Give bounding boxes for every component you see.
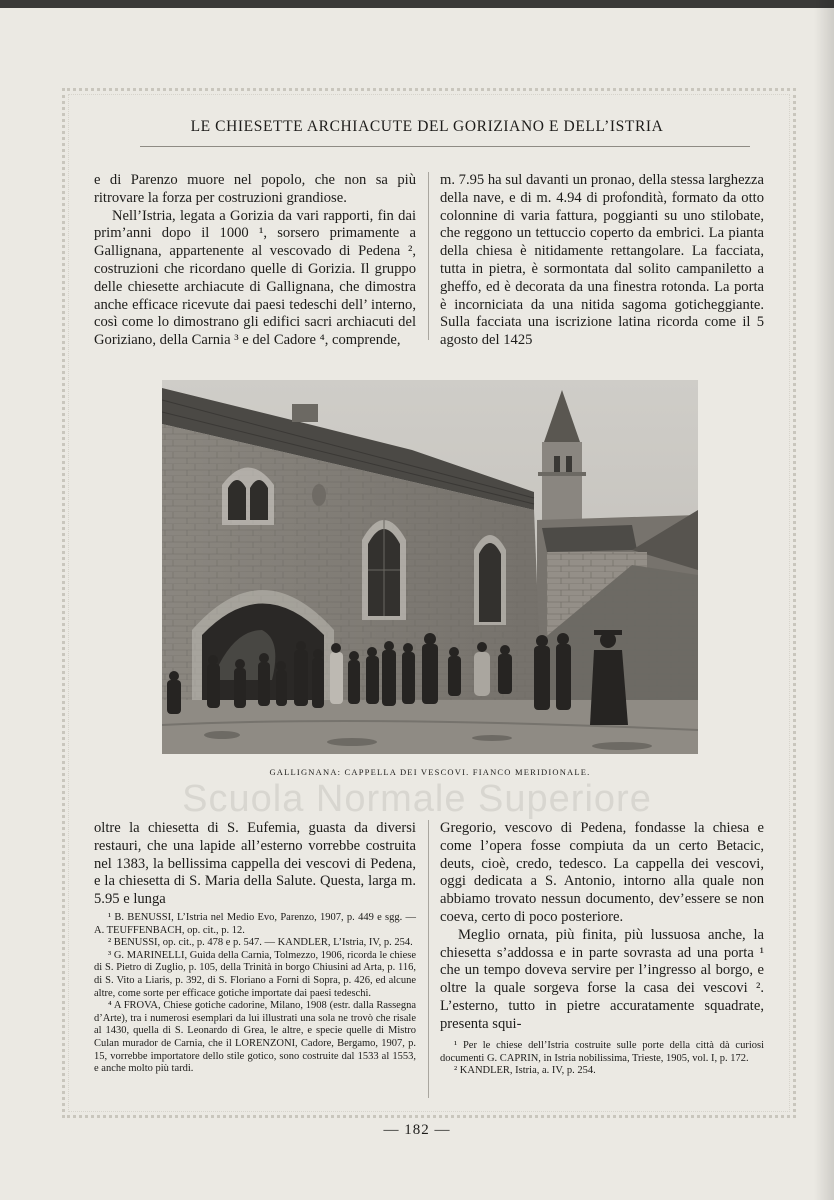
footnote: ⁴ A FROVA, Chiese gotiche cadorine, Milano, 1908 (estr. dalla Rassegna d’Arte), tra i numerosi esemplari da lui illustrati una sola ne trovò che risale al 1430, quella di S. Leonardo di Grea, le altre, e specie quelle di Mistro Culan murador de Carnia, che il LORENZONI, Cadore, Bergamo, 1907, p. 15, vorrebbe importatore dello stile gotico, sono costruite dal 1533 al 1553, e anche molto più tardi.: [94, 1000, 416, 1075]
footnote: ² BENUSSI, op. cit., p. 478 e p. 547. — KANDLER, L’Istria, IV, p. 254.: [108, 937, 413, 949]
paragraph-text: m. 7.95 ha sul davanti un pronao, della stessa larghezza della nave, e di m. 4.94 di profondità, formato da otto colonnine di varia fattura, poggianti su uno stilobate, che reggono un tettuccio coperto da embrici. La pianta della chiesa è nitidamente rettangolare. La facciata, tutta in pietra, è sormontata dal solito campaniletto a gheffo, ed è decorata da una finestra rotonda. La porta è incorniciata da una nitida sagoma goticheggiante. Sulla facciata una iscrizione latina ricorda come il 5 agosto del 1425: [440, 172, 764, 349]
paragraph: [94, 208, 416, 350]
photo-caption: GALLIGNANA: CAPPELLA DEI VESCOVI. FIANCO MERIDIONALE.: [269, 767, 591, 777]
column-divider: [428, 820, 429, 1098]
footnote: ² KANDLER, Istria, a. IV, p. 254.: [454, 1065, 596, 1077]
footnotes-right: [440, 1040, 764, 1078]
footnote: ¹ Per le chiese dell’Istria costruite sulle porte della città dà curiosi documenti G. CAPRIN, in Istria nobilissima, Trieste, 1905, vol. I, p. 172.: [440, 1040, 764, 1064]
paragraph-text: oltre la chiesetta di S. Eufemia, guasta da diversi restauri, che una lapide all’esterno vorrebbe costruita nel 1383, la bellissima cappella dei vescovi di Pedena, e la chiesetta di S. Maria della Salute. Questa, larga m. 5.95 e lunga: [94, 820, 416, 908]
column-right-top: [440, 172, 764, 350]
paragraph: [94, 820, 416, 909]
column-left-top: [94, 172, 416, 350]
column-right-bottom: [440, 820, 764, 1034]
paragraph: [94, 172, 416, 208]
paragraph-text: Gregorio, vescovo di Pedena, fondasse la chiesa e come l’opera fosse compiuta da un certo Betacic, deuts, cioè, credo, tedesco. La cappella dei vescovi, oggi dedicata a S. Antonio, intorno alla quale non abbiamo trovato nessun documento, dev’essere se non coeva, certo di poco posteriore.: [440, 820, 764, 925]
paragraph: [440, 820, 764, 927]
footnotes-left: [94, 912, 416, 1076]
paragraph: [440, 172, 764, 350]
page-number: — 182 —: [383, 1122, 451, 1138]
photograph-gallignana-chapel: [162, 380, 698, 754]
paragraph: [440, 927, 764, 1034]
column-divider: [428, 172, 429, 340]
footnote: ³ G. MARINELLI, Guida della Carnia, Tolmezzo, 1906, ricorda le chiese di S. Pietro di Zuglio, p. 105, della Trinità in borgo Chiusini ad Arta, p. 116, di S. Vito a Liaris, p. 392, di S. Floriano a Forni di Sopra, p. 426, ed alcune altre, come sorte per efficace gotiche importate dai paesi tedeschi.: [94, 949, 416, 999]
scan-top-edge: [0, 0, 834, 8]
library-watermark: Scuola Normale Superiore: [182, 778, 652, 820]
paragraph-text: Meglio ornata, più finita, più lussuosa anche, la chiesetta s’addossa e in parte sovrasta ad una porta ¹ che un tempo doveva servire per l’ingresso al borgo, e oltre la quale sorgeva forse la casa dei vescovi ². L’esterno, tutto in pietre accuratamente squadrate, presenta squi-: [440, 926, 764, 1032]
running-header: LE CHIESETTE ARCHIACUTE DEL GORIZIANO E DELL’ISTRIA: [190, 118, 664, 135]
column-left-bottom: [94, 820, 416, 909]
footnote: ¹ B. BENUSSI, L’Istria nel Medio Evo, Parenzo, 1907, p. 449 e sgg. — A. TEUFFENBACH, op. cit., p. 12.: [94, 912, 416, 936]
scan-right-shadow: [814, 0, 834, 1200]
paragraph-text: Nell’Istria, legata a Gorizia da vari rapporti, fin dai prim’anni dopo il 1000 ¹, sorsero primamente a Gallignana, appartenente al vescovado di Pedena ², costruzioni che ricordano quelle di Gorizia. Il gruppo delle chiesette archiacute di Gallignana, che dimostra anche efficace ricevute dai paesi tedeschi dell’ interno, così come lo dimostrano gli edifici sacri archiacuti del Goriziano, della Carnia ³ e del Cadore ⁴, comprende,: [94, 207, 416, 349]
header-rule: [140, 146, 750, 147]
paragraph-text: e di Parenzo muore nel popolo, che non sa più ritrovare la forza per costruzioni grandiose.: [94, 172, 416, 206]
